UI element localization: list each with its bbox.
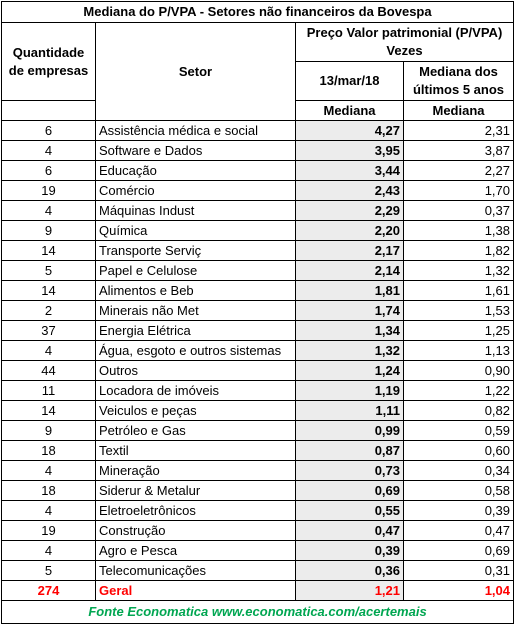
qty-cell: 4 [2,501,96,521]
avg5-median-cell: 0,90 [404,361,514,381]
current-median-cell: 1,19 [296,381,404,401]
title-row [2,2,514,23]
current-median-cell: 1,24 [296,361,404,381]
sector-cell: Transporte Serviç [96,241,296,261]
current-median-cell: 1,34 [296,321,404,341]
table-row [2,161,514,181]
avg5-median-cell: 1,22 [404,381,514,401]
sector-cell: Comércio [96,181,296,201]
avg5-median-cell: 0,31 [404,561,514,581]
qty-cell: 14 [2,241,96,261]
qty-cell: 37 [2,321,96,341]
avg5-median-cell: 0,59 [404,421,514,441]
sector-cell: Locadora de imóveis [96,381,296,401]
current-median-cell: 0,36 [296,561,404,581]
table-row [2,281,514,301]
sector-cell: Assistência médica e social [96,121,296,141]
table-row [2,501,514,521]
table-row [2,401,514,421]
qty-cell: 4 [2,141,96,161]
qty-cell: 18 [2,441,96,461]
header-row-1 [2,23,514,62]
sector-cell: Siderur & Metalur [96,481,296,501]
total-avg5: 1,04 [404,581,514,601]
table-row [2,181,514,201]
current-median-cell: 1,74 [296,301,404,321]
avg5-median-cell: 0,60 [404,441,514,461]
sector-cell: Construção [96,521,296,541]
metric-header: Preço Valor patrimonial (P/VPA) Vezes [296,23,514,62]
qty-cell: 6 [2,121,96,141]
qty-cell: 2 [2,301,96,321]
qty-cell: 4 [2,541,96,561]
current-median-cell: 0,99 [296,421,404,441]
current-median-cell: 1,81 [296,281,404,301]
qty-cell: 14 [2,281,96,301]
source-row [2,601,514,624]
qty-cell: 9 [2,421,96,441]
table-row [2,301,514,321]
sector-cell: Software e Dados [96,141,296,161]
avg5-median-cell: 1,32 [404,261,514,281]
avg5-median-cell: 1,38 [404,221,514,241]
current-median-cell: 2,17 [296,241,404,261]
sector-cell: Mineração [96,461,296,481]
source-note: Fonte Economatica www.economatica.com/acertemais [2,601,514,624]
quantity-header: Quantidade de empresas [2,23,96,101]
sector-cell: Agro e Pesca [96,541,296,561]
current-median-cell: 2,29 [296,201,404,221]
table-row [2,241,514,261]
qty-cell: 4 [2,461,96,481]
current-median-cell: 1,11 [296,401,404,421]
sector-cell: Outros [96,361,296,381]
qty-cell: 19 [2,521,96,541]
date-header: 13/mar/18 [296,62,404,101]
avg5-median-cell: 0,37 [404,201,514,221]
qty-cell: 11 [2,381,96,401]
sector-cell: Telecomunicações [96,561,296,581]
qty-cell: 5 [2,261,96,281]
table-row [2,121,514,141]
current-median-cell: 1,32 [296,341,404,361]
qty-cell: 19 [2,181,96,201]
table-row [2,141,514,161]
table-row [2,361,514,381]
table-row [2,521,514,541]
current-median-cell: 2,43 [296,181,404,201]
qty-cell: 14 [2,401,96,421]
sector-cell: Minerais não Met [96,301,296,321]
sector-cell: Textil [96,441,296,461]
sector-cell: Química [96,221,296,241]
avg5-header: Mediana dos últimos 5 anos [404,62,514,101]
current-median-cell: 0,69 [296,481,404,501]
sector-cell: Alimentos e Beb [96,281,296,301]
table-row [2,481,514,501]
table-body [2,121,514,581]
table-title: Mediana do P/VPA - Setores não financeiros da Bovespa [2,2,514,23]
table-row [2,321,514,341]
avg5-median-cell: 1,82 [404,241,514,261]
sector-cell: Máquinas Indust [96,201,296,221]
sector-cell: Eletroeletrônicos [96,501,296,521]
median-header-current: Mediana [296,101,404,121]
avg5-median-cell: 0,58 [404,481,514,501]
sector-cell: Petróleo e Gas [96,421,296,441]
total-current: 1,21 [296,581,404,601]
qty-cell: 44 [2,361,96,381]
avg5-median-cell: 0,69 [404,541,514,561]
current-median-cell: 2,20 [296,221,404,241]
avg5-median-cell: 1,70 [404,181,514,201]
total-sector: Geral [96,581,296,601]
qty-cell: 9 [2,221,96,241]
total-qty: 274 [2,581,96,601]
avg5-median-cell: 1,25 [404,321,514,341]
sector-cell: Água, esgoto e outros sistemas [96,341,296,361]
qty-cell: 4 [2,341,96,361]
current-median-cell: 0,73 [296,461,404,481]
sector-cell: Veiculos e peças [96,401,296,421]
table-row [2,541,514,561]
current-median-cell: 2,14 [296,261,404,281]
quantity-header-cont [2,101,96,121]
total-row [2,581,514,601]
avg5-median-cell: 0,39 [404,501,514,521]
table-row [2,221,514,241]
qty-cell: 5 [2,561,96,581]
avg5-median-cell: 0,34 [404,461,514,481]
pvpa-table [1,1,514,624]
qty-cell: 18 [2,481,96,501]
current-median-cell: 0,55 [296,501,404,521]
median-header-avg5: Mediana [404,101,514,121]
avg5-median-cell: 2,27 [404,161,514,181]
avg5-median-cell: 3,87 [404,141,514,161]
table-row [2,341,514,361]
avg5-median-cell: 1,13 [404,341,514,361]
current-median-cell: 4,27 [296,121,404,141]
avg5-median-cell: 2,31 [404,121,514,141]
table-row [2,381,514,401]
avg5-median-cell: 0,82 [404,401,514,421]
sector-cell: Educação [96,161,296,181]
current-median-cell: 0,47 [296,521,404,541]
table-row [2,421,514,441]
table-row [2,441,514,461]
avg5-median-cell: 1,53 [404,301,514,321]
table-row [2,201,514,221]
avg5-median-cell: 1,61 [404,281,514,301]
current-median-cell: 0,39 [296,541,404,561]
avg5-median-cell: 0,47 [404,521,514,541]
sector-cell: Energia Elétrica [96,321,296,341]
table-row [2,561,514,581]
table-row [2,261,514,281]
current-median-cell: 3,95 [296,141,404,161]
qty-cell: 6 [2,161,96,181]
current-median-cell: 3,44 [296,161,404,181]
table-row [2,461,514,481]
current-median-cell: 0,87 [296,441,404,461]
sector-cell: Papel e Celulose [96,261,296,281]
sector-header: Setor [96,23,296,121]
qty-cell: 4 [2,201,96,221]
